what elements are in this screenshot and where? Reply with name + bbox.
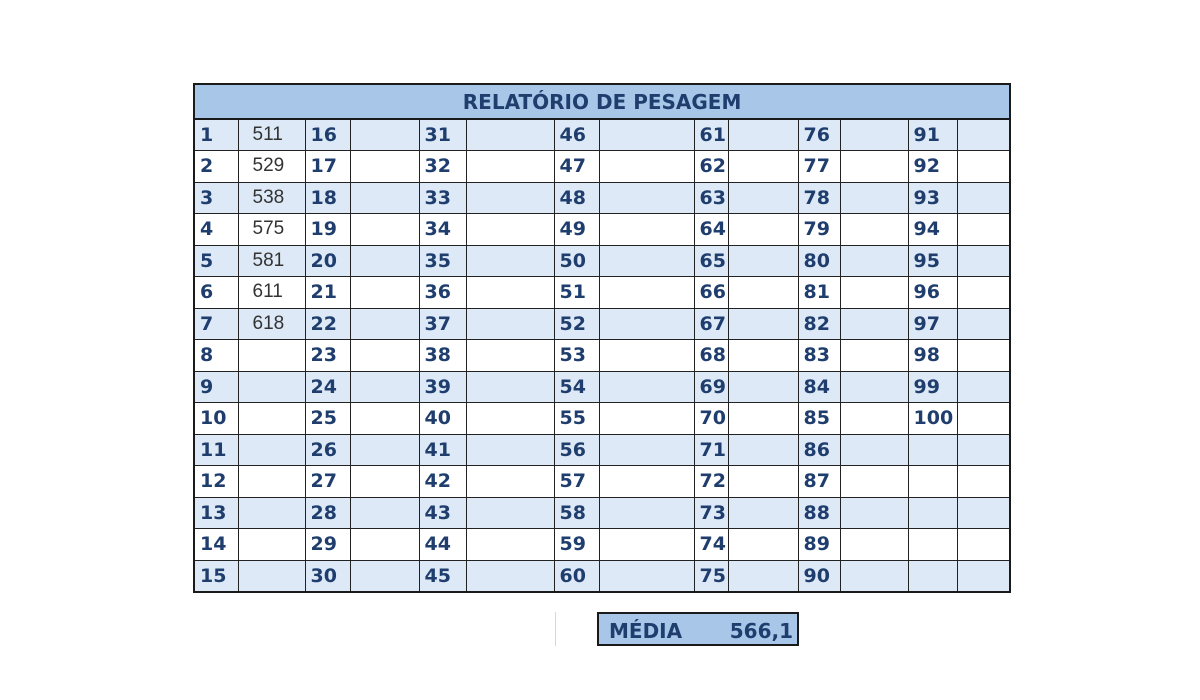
entry-number: 41 — [419, 434, 466, 466]
weight-value-cell[interactable]: 581 — [238, 245, 305, 277]
entry-number — [908, 560, 957, 592]
entry-number: 54 — [554, 371, 599, 403]
table-row — [194, 119, 1010, 151]
entry-number: 81 — [798, 277, 840, 309]
entry-number: 94 — [908, 214, 957, 246]
entry-number: 42 — [419, 466, 466, 498]
weight-value-cell[interactable] — [957, 403, 1010, 435]
entry-number: 19 — [305, 214, 350, 246]
entry-number: 43 — [419, 497, 466, 529]
entry-number: 35 — [419, 245, 466, 277]
entry-number: 58 — [554, 497, 599, 529]
weight-value-cell[interactable] — [599, 434, 694, 466]
entry-number: 100 — [908, 403, 957, 435]
weight-value-cell[interactable] — [728, 497, 798, 529]
weight-value-cell[interactable] — [466, 245, 554, 277]
weight-value-cell[interactable] — [840, 214, 908, 246]
table-row — [194, 497, 1010, 529]
weight-value-cell[interactable] — [466, 371, 554, 403]
weight-value-cell[interactable] — [599, 371, 694, 403]
weight-value-cell[interactable] — [599, 497, 694, 529]
weight-value-cell[interactable] — [728, 529, 798, 561]
entry-number: 44 — [419, 529, 466, 561]
weight-value-cell[interactable] — [957, 308, 1010, 340]
weight-value-cell[interactable] — [350, 308, 419, 340]
weight-value-cell[interactable] — [957, 277, 1010, 309]
weight-value-cell[interactable] — [350, 497, 419, 529]
entry-number — [908, 434, 957, 466]
entry-number: 64 — [694, 214, 728, 246]
table-row — [194, 560, 1010, 592]
weight-value-cell[interactable] — [350, 119, 419, 151]
weight-value-cell[interactable] — [728, 119, 798, 151]
entry-number: 62 — [694, 151, 728, 183]
weight-value-cell[interactable] — [599, 245, 694, 277]
table-row — [194, 308, 1010, 340]
weight-value-cell[interactable] — [728, 245, 798, 277]
weight-value-cell[interactable] — [350, 529, 419, 561]
weight-value-cell[interactable] — [466, 119, 554, 151]
weight-value-cell[interactable] — [957, 560, 1010, 592]
entry-number: 16 — [305, 119, 350, 151]
entry-number: 72 — [694, 466, 728, 498]
entry-number: 36 — [419, 277, 466, 309]
entry-number: 78 — [798, 182, 840, 214]
entry-number: 26 — [305, 434, 350, 466]
entry-number: 88 — [798, 497, 840, 529]
entry-number: 61 — [694, 119, 728, 151]
entry-number: 74 — [694, 529, 728, 561]
entry-number: 84 — [798, 371, 840, 403]
entry-number: 49 — [554, 214, 599, 246]
entry-number: 3 — [194, 182, 238, 214]
weight-value-cell[interactable] — [728, 340, 798, 372]
entry-number: 63 — [694, 182, 728, 214]
entry-number: 23 — [305, 340, 350, 372]
weight-value-cell[interactable] — [840, 434, 908, 466]
entry-number: 56 — [554, 434, 599, 466]
entry-number: 53 — [554, 340, 599, 372]
entry-number: 46 — [554, 119, 599, 151]
weight-value-cell[interactable] — [350, 434, 419, 466]
weight-value-cell[interactable]: 529 — [238, 151, 305, 183]
weight-value-cell[interactable] — [728, 466, 798, 498]
entry-number: 83 — [798, 340, 840, 372]
weight-value-cell[interactable] — [350, 403, 419, 435]
entry-number: 1 — [194, 119, 238, 151]
weight-value-cell[interactable] — [466, 151, 554, 183]
weight-value-cell[interactable] — [238, 403, 305, 435]
entry-number: 50 — [554, 245, 599, 277]
weight-value-cell[interactable] — [599, 466, 694, 498]
weight-value-cell[interactable] — [957, 119, 1010, 151]
entry-number: 13 — [194, 497, 238, 529]
entry-number: 39 — [419, 371, 466, 403]
weight-value-cell[interactable] — [599, 529, 694, 561]
weight-value-cell[interactable]: 618 — [238, 308, 305, 340]
weight-value-cell[interactable] — [599, 119, 694, 151]
entry-number: 22 — [305, 308, 350, 340]
weight-value-cell[interactable] — [957, 340, 1010, 372]
entry-number: 7 — [194, 308, 238, 340]
weight-value-cell[interactable] — [350, 371, 419, 403]
entry-number: 73 — [694, 497, 728, 529]
entry-number: 11 — [194, 434, 238, 466]
entry-number: 25 — [305, 403, 350, 435]
weight-value-cell[interactable]: 575 — [238, 214, 305, 246]
entry-number: 48 — [554, 182, 599, 214]
entry-number: 38 — [419, 340, 466, 372]
entry-number: 97 — [908, 308, 957, 340]
weight-value-cell[interactable] — [466, 497, 554, 529]
weight-value-cell[interactable] — [728, 308, 798, 340]
entry-number: 30 — [305, 560, 350, 592]
weight-value-cell[interactable] — [238, 466, 305, 498]
table-row — [194, 466, 1010, 498]
entry-number: 14 — [194, 529, 238, 561]
weight-value-cell[interactable] — [238, 529, 305, 561]
weight-value-cell[interactable] — [957, 371, 1010, 403]
entry-number — [908, 466, 957, 498]
entry-number: 55 — [554, 403, 599, 435]
weight-value-cell[interactable] — [350, 466, 419, 498]
weight-value-cell[interactable] — [957, 529, 1010, 561]
weight-value-cell[interactable] — [599, 403, 694, 435]
grid-line — [555, 612, 556, 646]
weight-value-cell[interactable] — [238, 560, 305, 592]
weight-value-cell[interactable] — [840, 182, 908, 214]
weight-value-cell[interactable] — [466, 403, 554, 435]
weight-value-cell[interactable] — [599, 182, 694, 214]
entry-number: 89 — [798, 529, 840, 561]
weight-value-cell[interactable] — [350, 560, 419, 592]
entry-number: 28 — [305, 497, 350, 529]
entry-number: 31 — [419, 119, 466, 151]
weight-value-cell[interactable] — [466, 466, 554, 498]
entry-number: 60 — [554, 560, 599, 592]
entry-number: 40 — [419, 403, 466, 435]
weight-value-cell[interactable] — [840, 151, 908, 183]
weight-value-cell[interactable] — [840, 340, 908, 372]
weight-value-cell[interactable]: 538 — [238, 182, 305, 214]
average-value: 566,1 — [729, 619, 793, 643]
entry-number: 90 — [798, 560, 840, 592]
table-row — [194, 434, 1010, 466]
weight-value-cell[interactable] — [238, 371, 305, 403]
weight-value-cell[interactable] — [466, 277, 554, 309]
weight-value-cell[interactable] — [957, 466, 1010, 498]
weight-value-cell[interactable] — [840, 529, 908, 561]
weight-value-cell[interactable] — [728, 151, 798, 183]
table-row — [194, 403, 1010, 435]
weight-value-cell[interactable] — [599, 151, 694, 183]
entry-number: 15 — [194, 560, 238, 592]
entry-number: 66 — [694, 277, 728, 309]
weight-value-cell[interactable] — [599, 340, 694, 372]
entry-number: 70 — [694, 403, 728, 435]
weight-value-cell[interactable] — [466, 529, 554, 561]
weight-value-cell[interactable] — [350, 245, 419, 277]
entry-number: 34 — [419, 214, 466, 246]
weight-value-cell[interactable] — [466, 214, 554, 246]
entry-number: 85 — [798, 403, 840, 435]
table-row — [194, 214, 1010, 246]
weight-value-cell[interactable] — [957, 434, 1010, 466]
weight-value-cell[interactable] — [728, 277, 798, 309]
weight-value-cell[interactable] — [728, 214, 798, 246]
entry-number: 71 — [694, 434, 728, 466]
weight-value-cell[interactable] — [599, 560, 694, 592]
entry-number: 37 — [419, 308, 466, 340]
entry-number: 17 — [305, 151, 350, 183]
weight-value-cell[interactable]: 611 — [238, 277, 305, 309]
entry-number: 33 — [419, 182, 466, 214]
weight-value-cell[interactable] — [238, 497, 305, 529]
weight-value-cell[interactable] — [728, 560, 798, 592]
table-row — [194, 371, 1010, 403]
table-row — [194, 182, 1010, 214]
entry-number: 20 — [305, 245, 350, 277]
entry-number: 10 — [194, 403, 238, 435]
weight-value-cell[interactable] — [466, 340, 554, 372]
entry-number: 98 — [908, 340, 957, 372]
entry-number: 75 — [694, 560, 728, 592]
entry-number: 69 — [694, 371, 728, 403]
average-label: MÉDIA — [609, 619, 683, 643]
entry-number: 47 — [554, 151, 599, 183]
weight-value-cell[interactable] — [957, 214, 1010, 246]
entry-number: 77 — [798, 151, 840, 183]
entry-number: 57 — [554, 466, 599, 498]
entry-number: 79 — [798, 214, 840, 246]
entry-number — [908, 529, 957, 561]
entry-number: 59 — [554, 529, 599, 561]
weight-value-cell[interactable] — [350, 182, 419, 214]
entry-number: 24 — [305, 371, 350, 403]
weight-value-cell[interactable] — [466, 308, 554, 340]
weight-value-cell[interactable] — [840, 308, 908, 340]
entry-number: 21 — [305, 277, 350, 309]
weight-value-cell[interactable] — [599, 308, 694, 340]
entry-number: 68 — [694, 340, 728, 372]
weight-value-cell[interactable] — [599, 277, 694, 309]
weight-value-cell[interactable] — [350, 340, 419, 372]
weight-value-cell[interactable] — [840, 560, 908, 592]
entry-number: 29 — [305, 529, 350, 561]
entry-number: 65 — [694, 245, 728, 277]
weight-value-cell[interactable] — [350, 277, 419, 309]
entry-number: 4 — [194, 214, 238, 246]
weight-value-cell[interactable] — [350, 214, 419, 246]
table-row — [194, 245, 1010, 277]
entry-number: 93 — [908, 182, 957, 214]
entry-number: 67 — [694, 308, 728, 340]
entry-number: 51 — [554, 277, 599, 309]
entry-number: 27 — [305, 466, 350, 498]
weighing-report-table — [193, 83, 1011, 593]
entry-number: 9 — [194, 371, 238, 403]
weight-value-cell[interactable] — [957, 245, 1010, 277]
entry-number: 5 — [194, 245, 238, 277]
entry-number: 45 — [419, 560, 466, 592]
weight-value-cell[interactable] — [840, 403, 908, 435]
weight-value-cell[interactable] — [238, 434, 305, 466]
entry-number: 96 — [908, 277, 957, 309]
weight-value-cell[interactable] — [350, 151, 419, 183]
entry-number: 8 — [194, 340, 238, 372]
entry-number: 91 — [908, 119, 957, 151]
entry-number: 32 — [419, 151, 466, 183]
weight-value-cell[interactable] — [466, 182, 554, 214]
weight-value-cell[interactable] — [840, 245, 908, 277]
weight-value-cell[interactable] — [728, 182, 798, 214]
entry-number: 95 — [908, 245, 957, 277]
weight-value-cell[interactable] — [466, 434, 554, 466]
entry-number: 99 — [908, 371, 957, 403]
weight-value-cell[interactable] — [840, 119, 908, 151]
weight-value-cell[interactable] — [728, 403, 798, 435]
entry-number: 2 — [194, 151, 238, 183]
table-row — [194, 340, 1010, 372]
entry-number: 76 — [798, 119, 840, 151]
weight-value-cell[interactable] — [840, 466, 908, 498]
entry-number: 12 — [194, 466, 238, 498]
weight-value-cell[interactable]: 511 — [238, 119, 305, 151]
entry-number: 6 — [194, 277, 238, 309]
table-row — [194, 277, 1010, 309]
weight-value-cell[interactable] — [728, 371, 798, 403]
weight-value-cell[interactable] — [840, 277, 908, 309]
entry-number: 80 — [798, 245, 840, 277]
entry-number: 87 — [798, 466, 840, 498]
weight-value-cell[interactable] — [728, 434, 798, 466]
entry-number: 82 — [798, 308, 840, 340]
weight-value-cell[interactable] — [957, 497, 1010, 529]
weight-value-cell[interactable] — [957, 151, 1010, 183]
table-row — [194, 151, 1010, 183]
weight-value-cell[interactable] — [238, 340, 305, 372]
entry-number: 92 — [908, 151, 957, 183]
entry-number: 18 — [305, 182, 350, 214]
weight-value-cell[interactable] — [599, 214, 694, 246]
weight-value-cell[interactable] — [840, 371, 908, 403]
weight-value-cell[interactable] — [466, 560, 554, 592]
report-title: RELATÓRIO DE PESAGEM — [194, 84, 1010, 119]
entry-number: 52 — [554, 308, 599, 340]
weight-value-cell[interactable] — [840, 497, 908, 529]
average-box — [597, 612, 799, 646]
entry-number: 86 — [798, 434, 840, 466]
table-row — [194, 529, 1010, 561]
entry-number — [908, 497, 957, 529]
weight-value-cell[interactable] — [957, 182, 1010, 214]
